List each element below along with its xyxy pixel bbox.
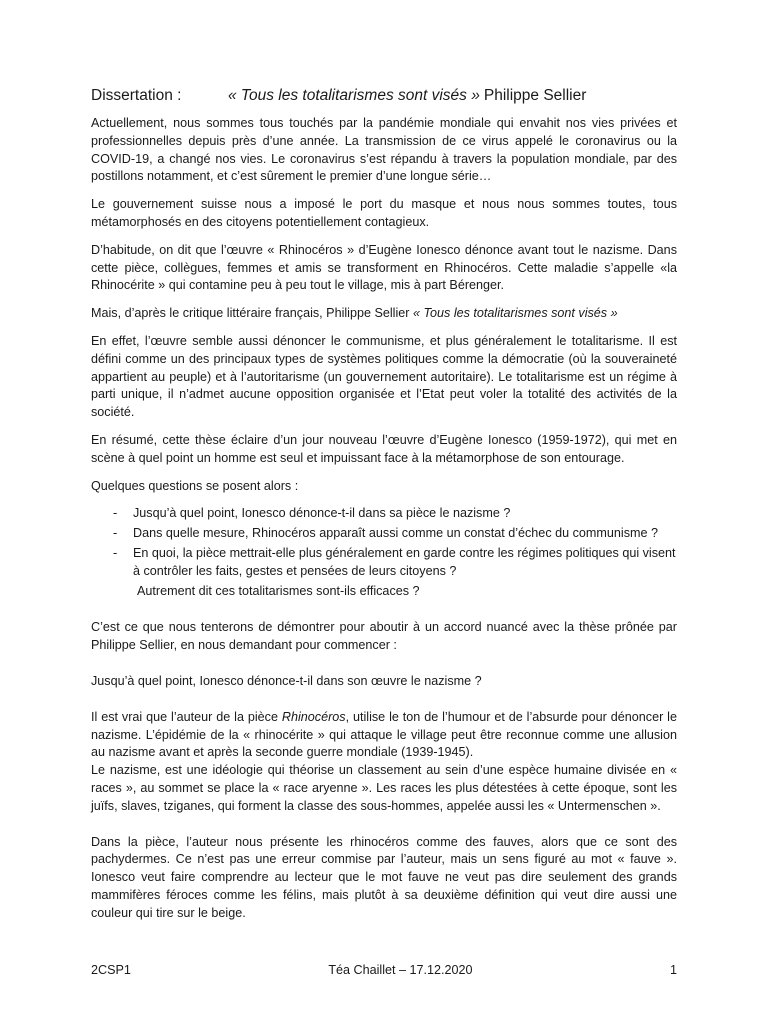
paragraph-mask: Le gouvernement suisse nous a imposé le port du masque et nous nous sommes toutes, tous métamorphosés en des citoyens potentiellement contagieux. xyxy=(91,197,677,229)
paragraph-questions-intro: Quelques questions se posent alors : xyxy=(91,478,299,493)
title-quote: « Tous les totalitarismes sont visés » xyxy=(228,87,480,104)
list-dash: - xyxy=(113,506,118,521)
footer-author-date: Téa Chaillet – 17.12.2020 xyxy=(328,963,473,977)
list-item xyxy=(91,505,677,523)
paragraph-nazism-allusion xyxy=(91,709,677,762)
title-label: Dissertation : xyxy=(91,87,182,104)
paragraph-nazism-definition: Le nazisme, est une idéologie qui théorise un classement au sein d’une espèce humaine divisée en « races », au sommet se place la « race aryenne ». Les races les plus détestées à cette époque, sont les juïfs, slaves, tziganes, qui forment la classe des sous-hommes, appelée aussi les « Untermenschen ». xyxy=(91,763,677,813)
list-dash: - xyxy=(113,526,118,541)
paragraph-fauves: Dans la pièce, l’auteur nous présente les rhinocéros comme des fauves, alors que ce sont des pachydermes. Ce n’est pas une erreur commise par l’auteur, mais un sens figuré au mot « fauve ». Ionesco veut faire comprendre au lecteur que le mot fauve ne veut pas dire seulement des grands mammifères féroces comme les félins, mais plutôt à sa deuxième définition qui veut dire aussi une couleur qui tire sur le beige. xyxy=(91,834,677,920)
paragraph-thesis xyxy=(91,305,677,323)
spacer xyxy=(91,701,677,709)
question-text: Jusqu’à quel point, Ionesco dénonce-t-il dans sa pièce le nazisme ? xyxy=(133,506,511,521)
paragraph-intro: Actuellement, nous sommes tous touchés par la pandémie mondiale qui envahit nos vies privées et professionnelles depuis près d’une année. La transmission de ce virus appelé le coronavirus ou la COVID-19, a changé nos vies. Le coronavirus s’est répandu à travers la population mondiale, par des postillons notamment, et c’est sûrement le premier d’une longue série… xyxy=(91,116,677,184)
paragraph-summary: En résumé, cette thèse éclaire d’un jour nouveau l’œuvre d’Eugène Ionesco (1959-1972), qui met en scène à quel point un homme est seul et impuissant face à la métamorphose de son entourage. xyxy=(91,432,677,465)
thesis-quote: « Tous les totalitarismes sont visés » xyxy=(412,306,618,321)
paragraph-problematic: C’est ce que nous tenterons de démontrer pour aboutir à un accord nuancé avec la thèse prônée par Philippe Sellier, en nous demandant pour commencer : xyxy=(91,620,677,653)
list-dash: - xyxy=(113,545,118,560)
list-item xyxy=(91,525,677,543)
document-page xyxy=(91,86,677,932)
paragraph-section-question: Jusqu’à quel point, Ionesco dénonce-t-il dans son œuvre le nazisme ? xyxy=(91,673,482,688)
question-extra: Autrement dit ces totalitarismes sont-ils efficaces ? xyxy=(137,583,420,598)
allusion-lead: Il est vrai que l’auteur de la pièce xyxy=(91,709,282,724)
page-footer xyxy=(91,963,677,977)
thesis-lead: Mais, d’après le critique littéraire français, Philippe Sellier xyxy=(91,306,413,321)
paragraph-totalitarianism: En effet, l’œuvre semble aussi dénoncer le communisme, et plus généralement le totalitarisme. Il est défini comme un des principaux types de systèmes politiques comme la démocratie (où la souveraineté appartient au peuple) et à l’autoritarisme (un gouvernement autoritaire). Le totalitarisme est un régime à parti unique, il n’admet aucune opposition organisée et l’Etat peut voler la totalité des activités de la société. xyxy=(91,333,677,420)
play-title: Rhinocéros xyxy=(281,709,346,724)
title-author: Philippe Sellier xyxy=(483,87,587,104)
page-number: 1 xyxy=(669,963,677,977)
footer-class: 2CSP1 xyxy=(91,963,131,977)
questions-list xyxy=(91,505,677,600)
list-item xyxy=(91,545,677,581)
spacer xyxy=(91,826,677,834)
question-text: En quoi, la pièce mettrait-elle plus généralement en garde contre les régimes politiques qui visent à contrôler les faits, gestes et pensées de leurs citoyens ? xyxy=(133,545,676,578)
document-title xyxy=(91,86,677,106)
paragraph-rhinoceros: D’habitude, on dit que l’œuvre « Rhinocéros » d’Eugène Ionesco dénonce avant tout le nazisme. Dans cette pièce, collègues, femmes et amis se transforment en Rhinocéros. Cette maladie s’appelle «la Rhinocérite » qui contamine peu à peu tout le village, mis à part Bérenger. xyxy=(91,242,677,293)
question-text: Dans quelle mesure, Rhinocéros apparaît aussi comme un constat d’échec du communisme ? xyxy=(133,526,659,541)
spacer xyxy=(91,665,677,673)
allusion-rest: , utilise le ton de l’humour et de l’absurde pour dénoncer le nazisme. L’épidémie de la « rhinocérite » qui attaque le village peut être reconnue comme une allusion au nazisme avant et après la seconde guerre mondiale (1939-1945). xyxy=(91,709,677,760)
